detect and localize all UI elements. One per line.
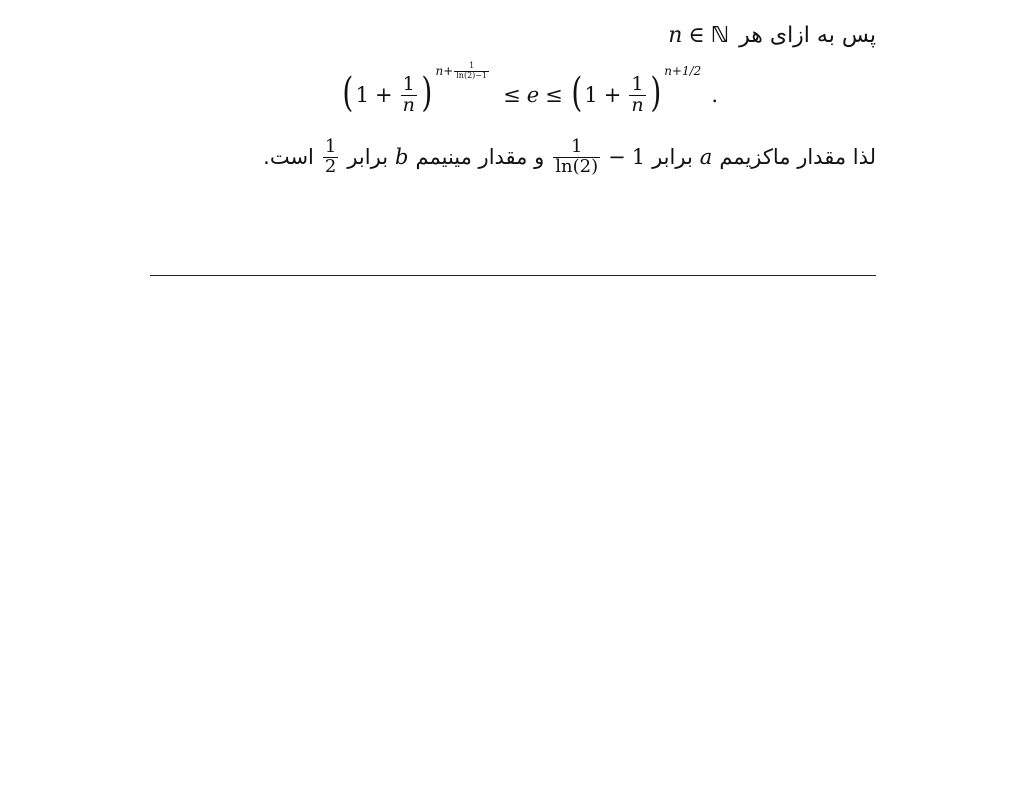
left-open-paren: ( xyxy=(342,70,354,116)
right-close-paren: ) xyxy=(649,70,661,116)
right-exponent: n+1/2 xyxy=(664,64,702,78)
minus-one: 1 xyxy=(631,145,646,169)
left-close-paren: ) xyxy=(421,70,433,116)
left-exponent-frac-den: ln(2)−1 xyxy=(456,70,488,80)
euler-e: e xyxy=(526,83,540,107)
left-fraction-den: n xyxy=(402,93,415,116)
right-open-paren: ( xyxy=(571,70,583,116)
left-exponent-frac-num: 1 xyxy=(469,61,475,71)
horizontal-rule xyxy=(150,275,876,276)
conclusion-text-start: لذا مقدار ماکزیمم xyxy=(719,145,876,169)
left-exponent-plus: + xyxy=(443,64,454,78)
inv-ln2-fraction xyxy=(553,135,600,177)
n-in-naturals xyxy=(668,23,729,48)
left-exponent-fraction xyxy=(454,62,489,80)
left-plus: + xyxy=(374,83,393,107)
inv-ln2-num: 1 xyxy=(570,135,583,157)
var-a: a xyxy=(699,145,713,169)
conclusion-text-end: است. xyxy=(263,145,314,169)
display-equation xyxy=(340,62,718,128)
inv-ln2-den: ln(2) xyxy=(555,155,599,177)
intro-text: پس به ازای هر xyxy=(739,22,876,48)
var-n: n xyxy=(668,22,683,48)
left-fraction-num: 1 xyxy=(402,72,415,95)
half-num: 1 xyxy=(324,135,337,157)
conclusion-line xyxy=(263,130,876,184)
conclusion-barabar-2: برابر xyxy=(347,145,389,169)
equation-period: . xyxy=(711,83,718,107)
right-fraction xyxy=(629,72,645,116)
var-b: b xyxy=(395,145,409,169)
half-fraction xyxy=(323,135,338,177)
left-exponent-n: n xyxy=(435,64,444,78)
left-exponent xyxy=(435,62,491,80)
naturals-symbol: ℕ xyxy=(710,22,730,48)
conclusion-barabar-1: برابر xyxy=(652,145,693,169)
intro-line xyxy=(668,18,876,52)
left-fraction xyxy=(401,72,417,116)
right-one: 1 xyxy=(584,83,598,107)
half-den: 2 xyxy=(324,155,337,177)
right-plus: + xyxy=(603,83,622,107)
minus-sign: − xyxy=(608,145,626,169)
leq-symbol-2: ≤ xyxy=(545,83,563,107)
left-one: 1 xyxy=(355,83,369,107)
conclusion-text-mid: و مقدار مینیمم xyxy=(415,145,545,169)
right-fraction-den: n xyxy=(631,93,644,116)
right-fraction-num: 1 xyxy=(631,72,644,95)
max-value-expression xyxy=(551,135,646,177)
leq-symbol-1: ≤ xyxy=(503,83,521,107)
elem-of-symbol: ∈ xyxy=(688,22,705,48)
